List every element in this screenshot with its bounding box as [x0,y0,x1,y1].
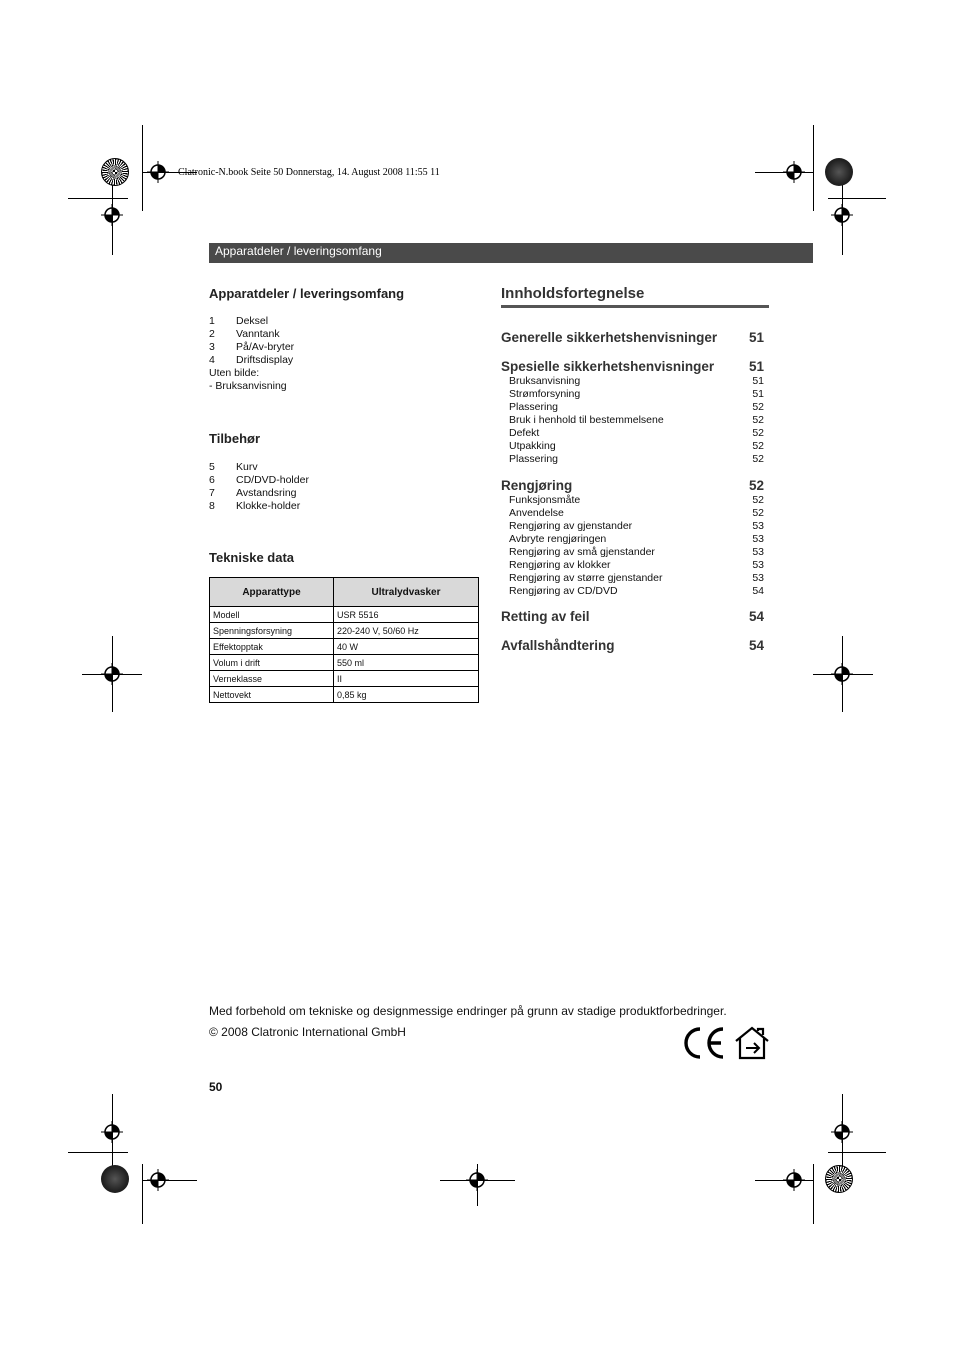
table-row: Modell USR 5516 [210,607,479,623]
toc-main-entry[interactable]: Spesielle sikkerhetshenvisninger 51 [501,359,764,374]
toc-section[interactable] [501,359,764,466]
page-number: 50 [209,1080,223,1094]
toc-sub-entry[interactable]: Avbryte rengjøringen 53 [509,533,764,545]
table-row: Spenningsforsyning 220-240 V, 50/60 Hz [210,623,479,639]
toc-section[interactable] [501,609,764,624]
table-row: Nettovekt 0,85 kg [210,687,479,703]
list-note: - Bruksanvisning [209,380,287,392]
toc-section[interactable] [501,478,764,598]
toc-sub-entry[interactable]: Anvendelse 52 [509,507,764,519]
registration-mark-icon [466,1169,488,1191]
tech-data-table [209,577,479,703]
registration-mark-icon [101,204,123,226]
list-item: 7 Avstandsring [209,487,297,499]
starburst-mark-icon [825,1165,853,1193]
toc-sub-entry[interactable]: Utpakking 52 [509,440,764,452]
toc-main-entry[interactable]: Rengjøring 52 [501,478,764,493]
toc-main-entry[interactable]: Avfallshåndtering 54 [501,638,764,653]
list-item: 3 På/Av-bryter [209,341,295,353]
table-row: Volum i drift 550 ml [210,655,479,671]
list-item: 2 Vanntank [209,328,280,340]
registration-mark-icon [831,1121,853,1143]
list-item: 1 Deksel [209,315,269,327]
registration-mark-icon [147,1169,169,1191]
toc-sub-entry[interactable]: Plassering 52 [509,401,764,413]
book-header: Clatronic-N.book Seite 50 Donnerstag, 14. August 2008 11:55 11 [178,167,440,178]
toc-sub-entry[interactable]: Strømforsyning 51 [509,388,764,400]
toc-title-rule [501,305,769,308]
toc-sub-entry[interactable]: Rengjøring av større gjenstander 53 [509,572,764,584]
parts-list [209,315,294,393]
registration-mark-icon [783,1169,805,1191]
table-header-cell: Apparattype [210,578,334,607]
accessories-heading: Tilbehør [209,431,261,446]
list-item: 4 Driftsdisplay [209,354,294,366]
parts-heading: Apparatdeler / leveringsomfang [209,286,405,301]
table-row: Verneklasse II [210,671,479,687]
toc-main-entry[interactable]: Retting av feil 54 [501,609,764,624]
section-header-bar: Apparatdeler / leveringsomfang [209,243,813,263]
accessories-list [209,461,309,513]
disclaimer-text: Med forbehold om tekniske og designmessige endringer på grunn av stadige produktforbedringer. [209,1004,727,1018]
registration-mark-icon [783,161,805,183]
registration-mark-icon [831,663,853,685]
toc-sub-entry[interactable]: Rengjøring av gjenstander 53 [509,520,764,532]
toc-sub-entry[interactable]: Rengjøring av klokker 53 [509,559,764,571]
toc-title: Innholdsfortegnelse [501,285,645,302]
copyright-text: © 2008 Clatronic International GmbH [209,1025,406,1039]
table-header-cell: Ultralydvasker [334,578,479,607]
list-item: 5 Kurv [209,461,258,473]
toc-main-entry[interactable]: Generelle sikkerhetshenvisninger 51 [501,330,764,345]
starburst-mark-icon [101,158,129,186]
toc-sub-entry[interactable]: Funksjonsmåte 52 [509,494,764,506]
registration-mark-icon [147,161,169,183]
list-item: 6 CD/DVD-holder [209,474,309,486]
toc-sub-entry[interactable]: Rengjøring av små gjenstander 53 [509,546,764,558]
registration-mark-icon [831,204,853,226]
registration-mark-icon [101,1121,123,1143]
tech-data-heading: Tekniske data [209,550,295,565]
toc-section[interactable] [501,330,764,345]
table-row: Effektopptak 40 W [210,639,479,655]
density-mark-icon [825,158,853,186]
toc-section[interactable] [501,638,764,653]
registration-mark-icon [101,663,123,685]
toc-sub-entry[interactable]: Bruk i henhold til bestemmelsene 52 [509,414,764,426]
toc-sub-entry[interactable]: Defekt 52 [509,427,764,439]
list-item: 8 Klokke-holder [209,500,301,512]
density-mark-icon [101,1165,129,1193]
toc-sub-entry[interactable]: Plassering 52 [509,453,764,465]
table-header-row [210,578,479,607]
toc-sub-entry[interactable]: Rengjøring av CD/DVD 54 [509,585,764,597]
list-note: Uten bilde: [209,367,260,379]
indoor-use-house-icon [733,1025,771,1061]
toc-sub-entry[interactable]: Bruksanvisning 51 [509,375,764,387]
